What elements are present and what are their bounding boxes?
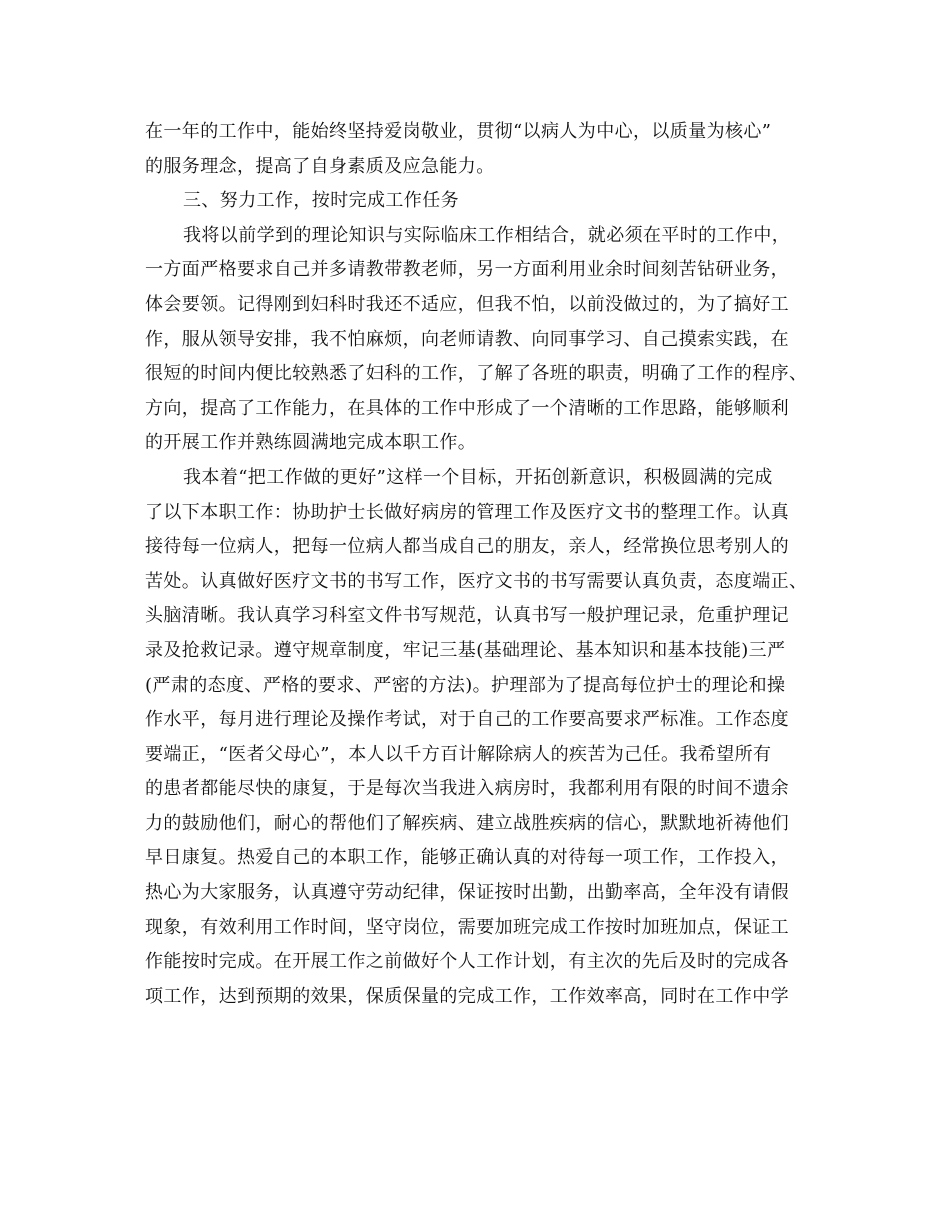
text-line: 作，服从领导安排，我不怕麻烦，向老师请教、向同事学习、自己摸索实践，在 <box>145 328 789 350</box>
text-line: 了以下本职工作：协助护士长做好病房的管理工作及医疗文书的整理工作。认真 <box>145 501 789 523</box>
text-line: 项工作，达到预期的效果，保质保量的完成工作，工作效率高，同时在工作中学 <box>145 985 789 1007</box>
text-line: 方向，提高了工作能力，在具体的工作中形成了一个清晰的工作思路，能够顺利 <box>145 397 789 419</box>
text-line: 的患者都能尽快的康复，于是每次当我进入病房时，我都利用有限的时间不遗余 <box>145 778 789 800</box>
text-line: 热心为大家服务，认真遵守劳动纪律，保证按时出勤，出勤率高，全年没有请假 <box>145 882 789 904</box>
text-line: 很短的时间内便比较熟悉了妇科的工作，了解了各班的职责，明确了工作的程序、 <box>145 363 808 385</box>
document-body <box>145 115 808 1014</box>
text-line: 录及抢救记录。遵守规章制度，牢记三基(基础理论、基本知识和基本技能)三严 <box>145 639 786 661</box>
text-line: 的开展工作并熟练圆满地完成本职工作。 <box>145 432 477 454</box>
text-line: 苦处。认真做好医疗文书的书写工作，医疗文书的书写需要认真负责，态度端正、 <box>145 570 808 592</box>
text-line: 体会要领。记得刚到妇科时我还不适应，但我不怕，以前没做过的，为了搞好工 <box>145 293 789 315</box>
text-line: 我本着“把工作做的更好”这样一个目标，开拓创新意识，积极圆满的完成 <box>183 466 773 488</box>
text-line: 接待每一位病人，把每一位病人都当成自己的朋友，亲人，经常换位思考别人的 <box>145 536 789 558</box>
text-line: (严肃的态度、严格的要求、严密的方法)。护理部为了提高每位护士的理论和操 <box>145 674 786 696</box>
text-line: 我将以前学到的理论知识与实际临床工作相结合，就必须在平时的工作中， <box>183 224 791 246</box>
text-line: 现象，有效利用工作时间，坚守岗位，需要加班完成工作按时加班加点，保证工 <box>145 916 789 938</box>
text-line: 一方面严格要求自己并多请教带教老师，另一方面利用业余时间刻苦钻研业务， <box>145 259 789 281</box>
text-line: 力的鼓励他们，耐心的帮他们了解疾病、建立战胜疾病的信心，默默地祈祷他们 <box>145 812 789 834</box>
text-line: 要端正，“医者父母心”，本人以千方百计解除病人的疾苦为己任。我希望所有 <box>145 743 772 765</box>
text-line: 作能按时完成。在开展工作之前做好个人工作计划，有主次的先后及时的完成各 <box>145 951 789 973</box>
text-line: 头脑清晰。我认真学习科室文件书写规范，认真书写一般护理记录，危重护理记 <box>145 605 789 627</box>
text-line: 早日康复。热爱自己的本职工作，能够正确认真的对待每一项工作，工作投入， <box>145 847 789 869</box>
text-line: 在一年的工作中，能始终坚持爱岗敬业，贯彻“以病人为中心，以质量为核心” <box>145 121 772 142</box>
section-heading: 三、努力工作，按时完成工作任务 <box>183 190 459 212</box>
text-line: 的服务理念，提高了自身素质及应急能力。 <box>145 155 495 177</box>
text-line: 作水平，每月进行理论及操作考试，对于自己的工作要高要求严标准。工作态度 <box>145 709 789 731</box>
